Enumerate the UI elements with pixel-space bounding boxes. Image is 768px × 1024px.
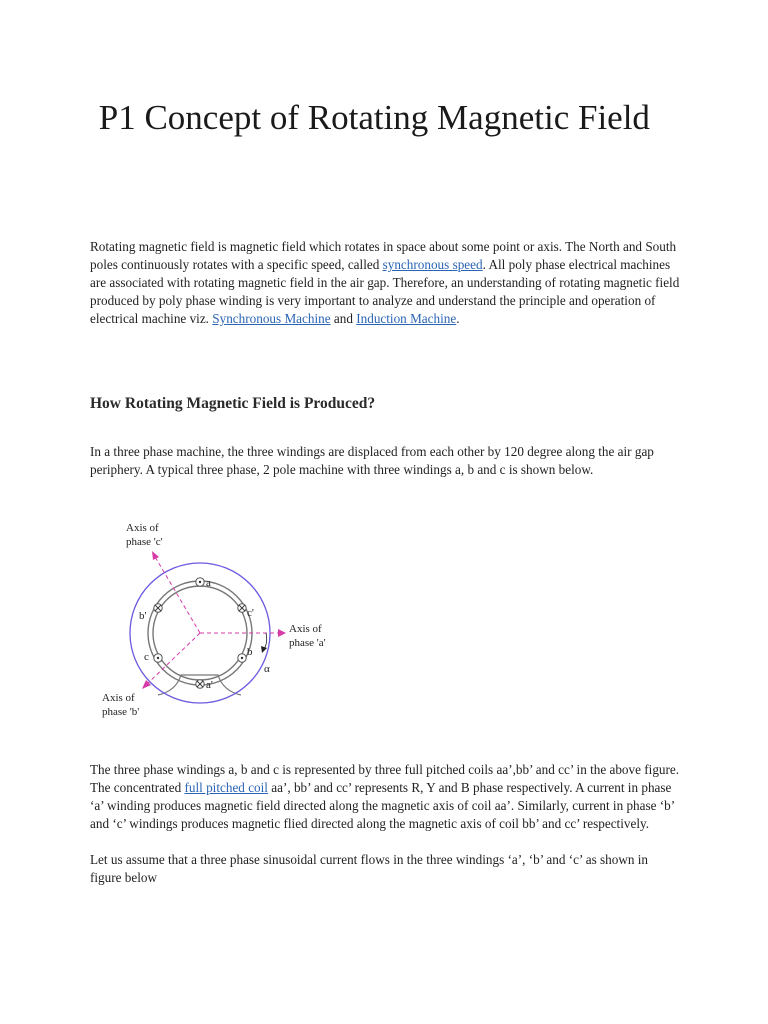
conductor-c bbox=[154, 654, 162, 662]
conductor-a-prime bbox=[196, 680, 204, 688]
alpha-direction-arrowhead bbox=[261, 646, 267, 653]
coils-paragraph: The three phase windings a, b and c is represented by three full pitched coils aa’,bb’ and cc’ in the above figure. The concentrated full pitched coil aa’, bb’ and cc’ represents R, Y and B phase respectively. A current in phase ‘a’ winding produces magnetic field directed along the magnetic axis of coil aa’. Similarly, current in phase ‘b’ and ‘c’ windings produces magnetic flied directed along the magnetic axis of coil bb’ and cc’ respectively. bbox=[90, 762, 680, 831]
full-pitched-coil-link[interactable]: full pitched coil bbox=[184, 780, 268, 795]
axis-c-label-line2: phase 'c' bbox=[126, 536, 163, 548]
conductor-b-prime bbox=[154, 604, 162, 612]
section-heading: How Rotating Magnetic Field is Produced? bbox=[90, 395, 376, 412]
windings-paragraph: In a three phase machine, the three windings are displaced from each other by 120 degree along the air gap periphery. A typical three phase, 2 pole machine with three windings a, b and c is shown below. bbox=[90, 444, 654, 477]
label-alpha: α bbox=[264, 663, 270, 675]
induction-machine-link[interactable]: Induction Machine bbox=[356, 311, 457, 326]
intro-paragraph: Rotating magnetic field is magnetic field which rotates in space about some point or axis. The North and South poles continuously rotates with a specific speed, called synchronous speed. All poly phase electrical machines are associated with rotating magnetic field in the air gap. Therefore, an understanding of rotating magnetic field produced by poly phase winding is very important to analyze and understand the principle and operation of electrical machine viz. Synchronous Machine and Induction Machine. bbox=[90, 239, 680, 326]
machine-figure bbox=[96, 515, 346, 725]
page-title: P1 Concept of Rotating Magnetic Field bbox=[98, 98, 650, 137]
synchronous-speed-link[interactable]: synchronous speed bbox=[382, 257, 483, 272]
label-b-prime: b' bbox=[139, 610, 147, 622]
synchronous-machine-link[interactable]: Synchronous Machine bbox=[212, 311, 331, 326]
conductor-c-prime bbox=[238, 604, 246, 612]
label-a: a bbox=[206, 577, 211, 589]
alpha-direction-arc bbox=[264, 633, 267, 649]
axis-c-label-line1: Axis of bbox=[126, 522, 159, 534]
axis-b-label-line2: phase 'b' bbox=[102, 706, 140, 718]
label-b: b bbox=[247, 646, 253, 658]
axis-a-label-line2: phase 'a' bbox=[289, 637, 326, 649]
three-phase-machine-diagram bbox=[96, 515, 346, 725]
axis-c-arrow bbox=[152, 551, 159, 560]
conductor-b bbox=[238, 654, 246, 662]
conductor-a bbox=[196, 578, 204, 586]
axis-b-label-line1: Axis of bbox=[102, 692, 135, 704]
axis-a-arrow bbox=[278, 629, 286, 637]
assumption-paragraph: Let us assume that a three phase sinusoidal current flows in the three windings ‘a’, ‘b’ and ‘c’ as shown in figure below bbox=[90, 852, 648, 885]
label-c: c bbox=[144, 651, 149, 663]
label-a-prime: a' bbox=[206, 679, 213, 691]
axis-a-label-line1: Axis of bbox=[289, 623, 322, 635]
label-c-prime: c' bbox=[247, 607, 254, 619]
